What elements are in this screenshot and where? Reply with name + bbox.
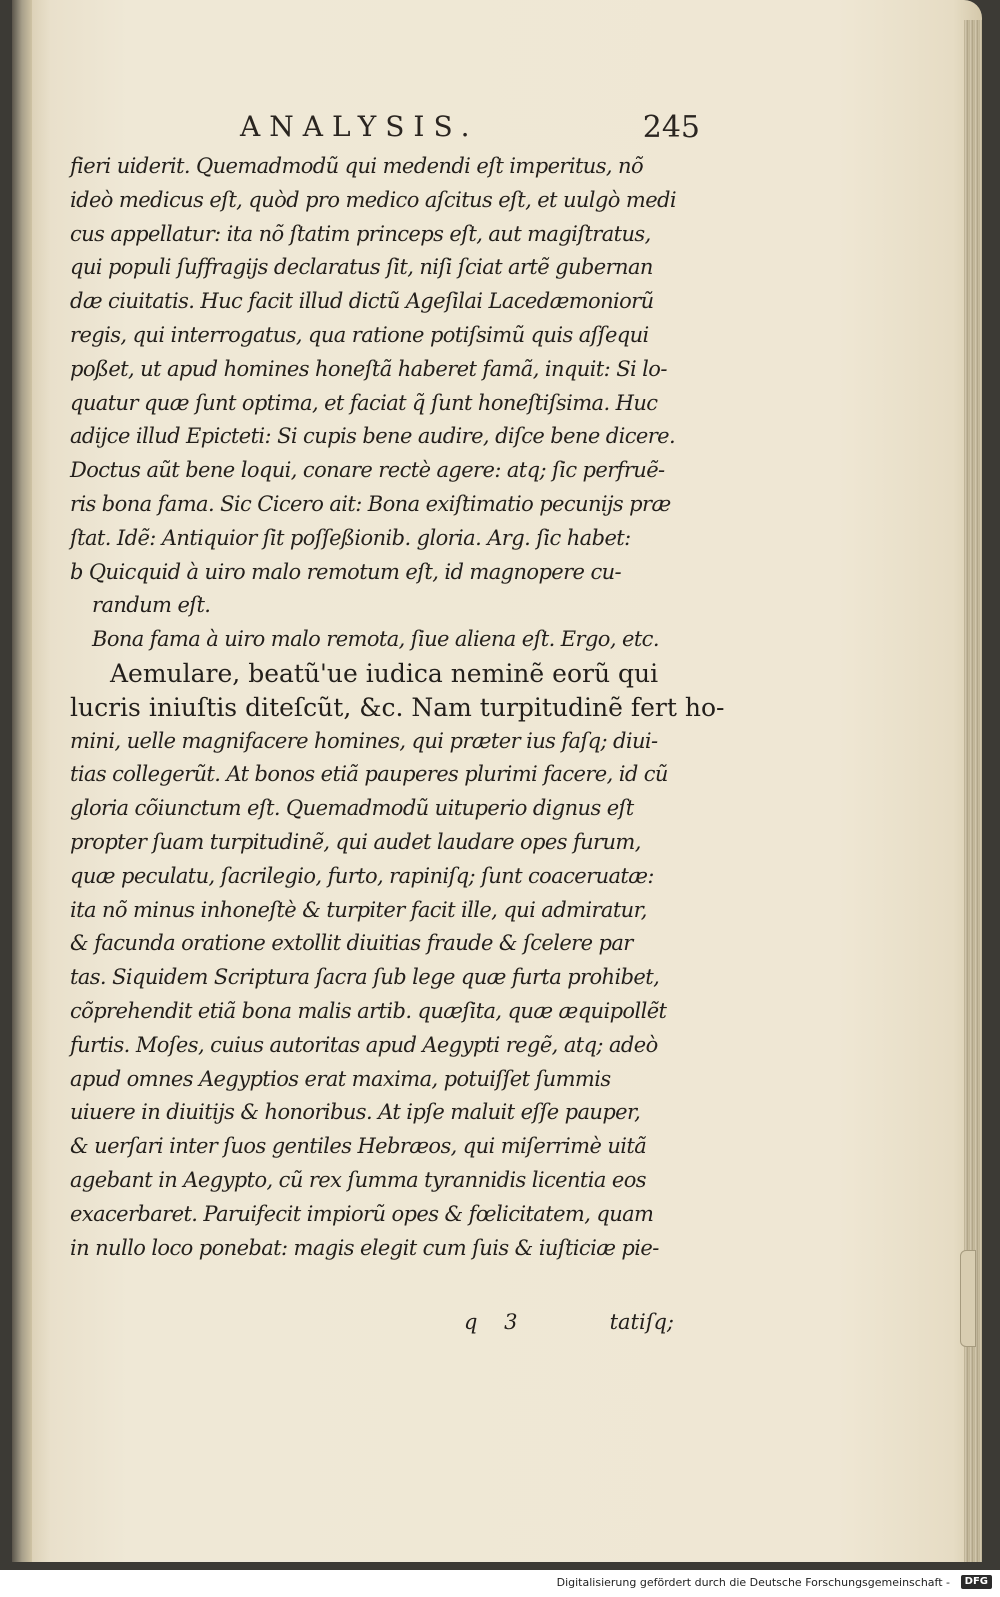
running-title: ANALYSIS.	[240, 110, 479, 143]
text-line: lucris iniuſtis diteſcũt, &c. Nam turpitudinẽ fert ho-	[70, 692, 725, 722]
text-line: quatur quæ ſunt optima, et faciat q̃ ſunt honeſtiſsima. Huc	[70, 390, 658, 415]
text-line: cõprehendit etiã bona malis artib. quæſita, quæ æquipollẽt	[70, 998, 667, 1023]
page-number: 245	[642, 110, 700, 145]
signature-mark: q 3	[464, 1310, 528, 1334]
text-line: propter ſuam turpitudinẽ, qui audet laudare opes furum,	[70, 829, 641, 854]
text-line: Doctus aũt bene loqui, conare rectè agere: atq; ſic perfruẽ-	[70, 458, 665, 483]
text-line: furtis. Moſes, cuius autoritas apud Aegypti regẽ, atq; adeò	[70, 1032, 658, 1057]
text-line: randum eſt.	[92, 593, 211, 618]
book-page	[12, 0, 982, 1562]
facing-page-edge	[12, 0, 32, 1562]
text-line: ideò medicus eſt, quòd pro medico aſcitus eſt, et uulgò medi	[70, 187, 676, 212]
text-line: apud omnes Aegyptios erat maxima, potuiſſet ſummis	[70, 1066, 611, 1091]
text-line: gloria cõiunctum eſt. Quemadmodũ uituperio dignus eſt	[70, 796, 634, 821]
funding-credit: Digitalisierung gefördert durch die Deutsche Forschungsgemeinschaft -	[556, 1576, 950, 1589]
text-line: uiuere in diuitijs & honoribus. At ipſe maluit eſſe pauper,	[70, 1100, 641, 1125]
text-line: tas. Siquidem Scriptura ſacra ſub lege quæ furta prohibet,	[70, 965, 660, 990]
text-line: agebant in Aegypto, cũ rex ſumma tyrannidis licentia eos	[70, 1167, 646, 1192]
text-line: in nullo loco ponebat: magis elegit cum ſuis & iuſticiæ pie-	[70, 1235, 659, 1260]
text-line: cus appellatur: ita nõ ſtatim princeps eſt, aut magiſtratus,	[70, 221, 651, 246]
text-line: & uerſari inter ſuos gentiles Hebræos, qui miſerrimè uitã	[70, 1134, 647, 1159]
text-line: quæ peculatu, ſacrilegio, furto, rapiniſq; ſunt coaceruatæ:	[70, 863, 654, 888]
text-line: Aemulare, beatũ'ue iudica neminẽ eorũ qui	[110, 658, 659, 688]
text-line: Bona fama à uiro malo remota, ſiue aliena eſt. Ergo, etc.	[92, 627, 659, 652]
text-line: poßet, ut apud homines honeſtã haberet famã, inquit: Si lo-	[70, 356, 667, 381]
text-line: qui populi ſuffragijs declaratus ſit, niſi ſciat artẽ gubernan	[70, 255, 653, 280]
text-line: regis, qui interrogatus, qua ratione potiſsimũ quis aſſequi	[70, 322, 649, 347]
text-line: mini, uelle magnifacere homines, qui præter ius faſq; diui-	[70, 728, 658, 753]
text-line: tias collegerũt. At bonos etiã pauperes plurimi facere, id cũ	[70, 762, 668, 787]
body-text	[70, 150, 725, 1265]
text-line: exacerbaret. Paruifecit impiorũ opes & fœlicitatem, quam	[70, 1201, 654, 1226]
catchword-line	[464, 1310, 684, 1344]
text-line: dæ ciuitatis. Huc facit illud dictũ Ageſilai Lacedæmoniorũ	[70, 289, 654, 314]
text-line: & facunda oratione extollit diuitias fraude & ſcelere par	[70, 931, 633, 956]
text-line: ita nõ minus inhoneſtè & turpiter facit ille, qui admiratur,	[70, 897, 647, 922]
dfg-logo: DFG	[961, 1575, 992, 1589]
text-line: b Quicquid à uiro malo remotum eſt, id magnopere cu-	[70, 559, 622, 584]
text-line: adijce illud Epicteti: Si cupis bene audire, diſce bene dicere.	[70, 424, 676, 449]
catchword: tatiſq;	[609, 1310, 674, 1334]
text-line: ſtat. Idẽ: Antiquior ſit poſſeßionib. gloria. Arg. ſic habet:	[70, 525, 631, 550]
page-tab-marker	[960, 1250, 976, 1347]
text-line: fieri uiderit. Quemadmodũ qui medendi eſt imperitus, nõ	[70, 154, 644, 178]
text-line: ris bona fama. Sic Cicero ait: Bona exiſtimatio pecunijs præ	[70, 491, 671, 516]
footer-bar	[0, 1570, 1000, 1597]
page-header	[240, 110, 700, 150]
